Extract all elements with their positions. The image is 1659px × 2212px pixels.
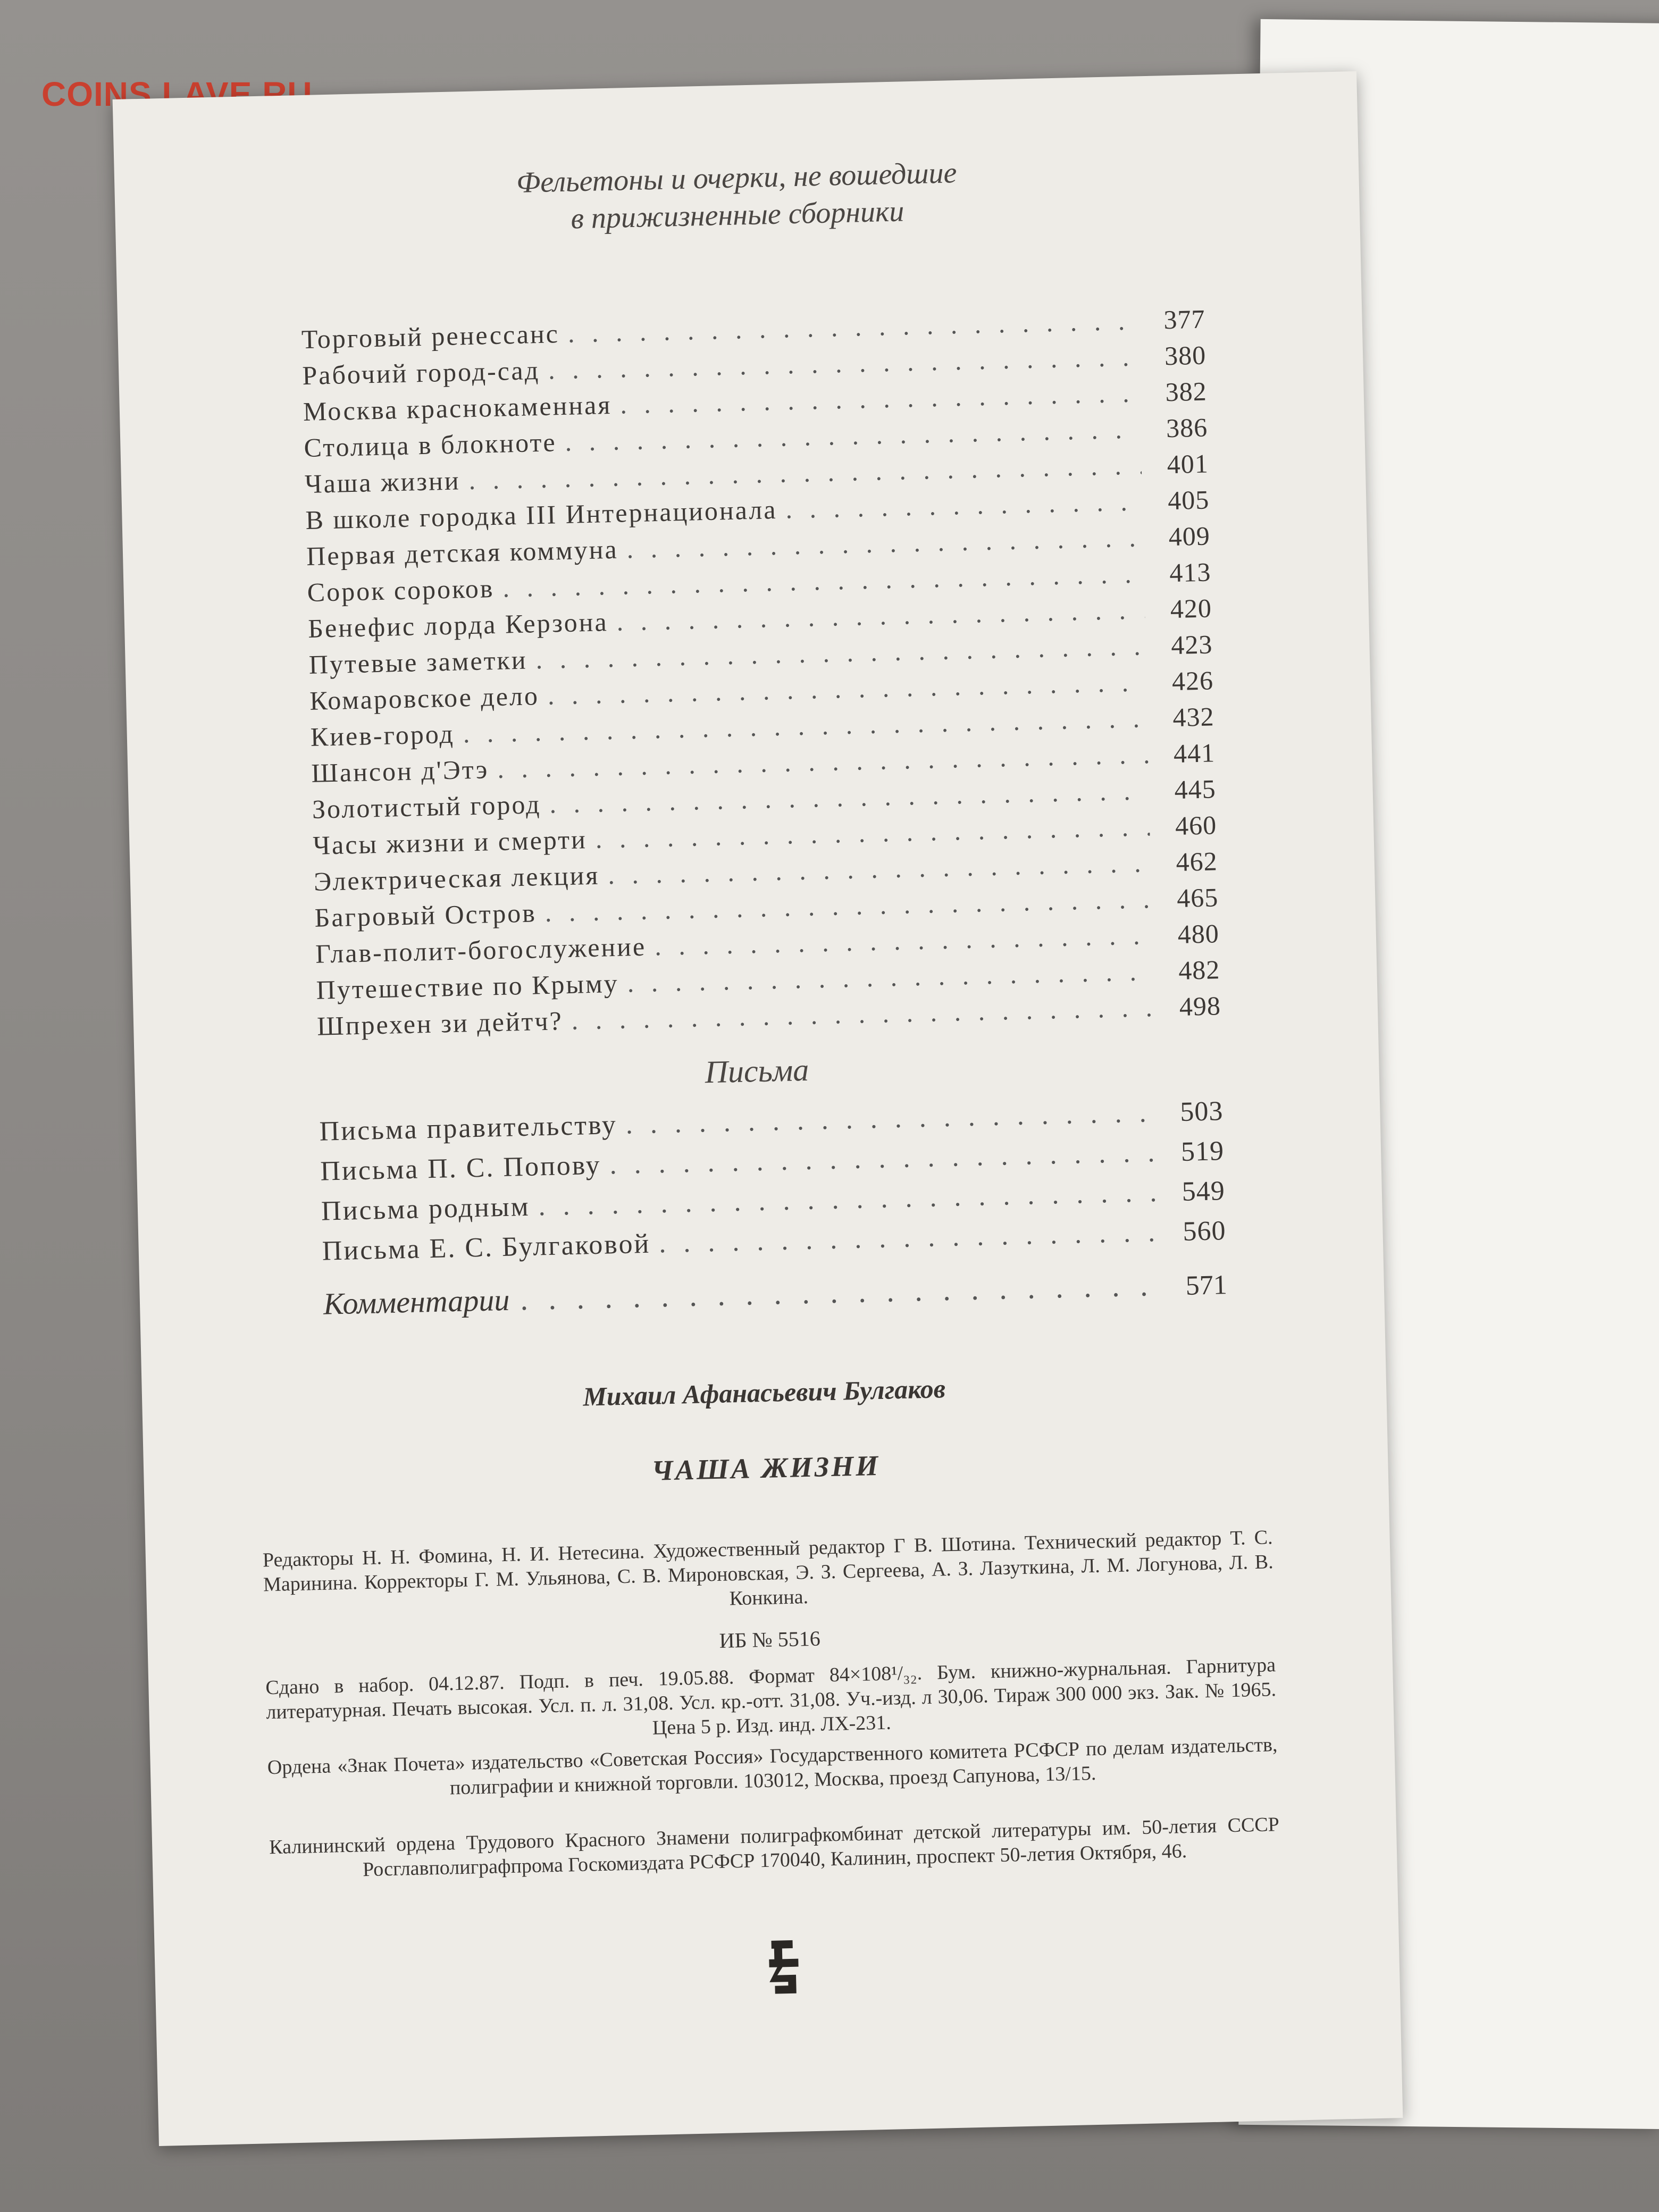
- leader-dots: [520, 1267, 1159, 1317]
- toc-item-title: Сорок сороков: [307, 573, 495, 607]
- toc-item-page: 426: [1171, 665, 1214, 697]
- toc-item-title: Первая детская коммуна: [306, 534, 619, 571]
- author-name: Михаил Афанасьевич Булгаков: [582, 1373, 946, 1412]
- toc-item-page: 482: [1178, 954, 1220, 985]
- toc-item-title: Часы жизни и смерти: [312, 824, 588, 860]
- book-page: [113, 71, 1403, 2146]
- toc-item-title: В школе городка III Интернационала: [305, 494, 778, 535]
- toc-item-page: 409: [1168, 521, 1211, 552]
- toc-item-page: 441: [1173, 738, 1216, 769]
- toc-item-page: 413: [1169, 557, 1211, 588]
- toc-item-title: Чаша жизни: [304, 465, 461, 499]
- toc-item-title: Письма Е. С. Булгаковой: [322, 1228, 651, 1267]
- section-title-line2: в прижизненные сборники: [570, 195, 904, 236]
- toc-item-title: Путешествие по Крыму: [316, 968, 619, 1005]
- toc-item-title: Золотистый город: [312, 789, 541, 824]
- toc-item-page: 423: [1170, 629, 1213, 660]
- toc-item-title: Багровый Остров: [314, 898, 537, 933]
- watermark: COINS.LAVE.RU: [41, 75, 313, 113]
- print-details: Сдано в набор. 04.12.87. Подп. в печ. 19.05.88. Формат 84×108¹/₃₂. Бум. книжно-журнальная. Гарнитура литературная. Печать высокая. Усл. п. л. 31,08. Усл. кр.-отт. 31,08. Уч.-изд. л 30,06. Тираж 300 000 экз. Зак. № 1965. Цена 5 р. Изд. инд. ЛХ-231.: [265, 1654, 1277, 1739]
- section-title-line1: Фельетоны и очерки, не вошедшие: [516, 156, 958, 199]
- toc-item-page: 549: [1182, 1176, 1226, 1207]
- toc-item-title: Шпрехен зи дейтч?: [316, 1006, 564, 1041]
- commentary-title: Комментарии: [323, 1282, 510, 1321]
- toc-item-page: 382: [1164, 376, 1208, 407]
- publisher-info: Ордена «Знак Почета» издательство «Советская Россия» Государственного комитета РСФСР по делам издательств, полиграфии и книжной торговли. 103012, Москва, проезд Сапунова, 13/15.: [267, 1733, 1278, 1799]
- toc-item-page: 498: [1179, 991, 1221, 1021]
- toc-item-title: Шансон д'Этэ: [311, 754, 489, 788]
- toc-item-page: 560: [1182, 1216, 1227, 1247]
- toc-item-title: Рабочий город-сад: [301, 355, 540, 391]
- section-title-letters: Письма: [704, 1052, 809, 1090]
- toc-item-page: 503: [1179, 1096, 1224, 1127]
- leader-dots: [625, 1097, 1157, 1141]
- leader-dots: [567, 305, 1138, 348]
- toc-feuilletons: [301, 304, 1221, 1047]
- toc-item-title: Письма родным: [321, 1191, 531, 1227]
- toc-item-title: Бенефис лорда Керзона: [307, 607, 609, 643]
- toc-item-title: Электрическая лекция: [313, 860, 600, 896]
- toc-item-title: Путевые заметки: [308, 644, 528, 680]
- toc-item-page: 460: [1175, 810, 1217, 841]
- toc-item-page: 445: [1174, 774, 1217, 805]
- publisher-logo-icon: [755, 1934, 815, 1999]
- toc-item-page: 380: [1164, 340, 1206, 371]
- toc-item-page: 465: [1176, 882, 1219, 914]
- toc-item-page: 401: [1167, 448, 1209, 480]
- toc-item-page: 519: [1180, 1136, 1225, 1167]
- toc-item-page: 420: [1170, 593, 1212, 624]
- toc-commentary: [323, 1266, 1227, 1322]
- toc-item-title: Глав-полит-богослужение: [315, 931, 647, 969]
- commentary-page: 571: [1185, 1270, 1228, 1301]
- toc-letters: [319, 1095, 1226, 1275]
- toc-item-title: Письма П. С. Попову: [320, 1150, 602, 1187]
- book-title: ЧАША ЖИЗНИ: [651, 1449, 881, 1487]
- toc-item-title: Столица в блокноте: [303, 427, 557, 463]
- printer-info: Калининский ордена Трудового Красного Знамени полиграфкомбинат детской литературы им. 50-летия СССР Росглавполиграфпрома Госкомиздата РСФСР 170040, Калинин, проспект 50-летия Октября, 46.: [269, 1813, 1280, 1881]
- toc-item-page: 432: [1172, 701, 1215, 733]
- toc-item-page: 405: [1167, 484, 1210, 516]
- toc-item-title: Комаровское дело: [309, 681, 540, 716]
- editorial-credits: Редакторы Н. Н. Фомина, Н. И. Нетесина. Художественный редактор Г В. Шотина. Технический редактор Т. С. Маринина. Корректоры Г. М. Ульянова, С. В. Мироновская, Э. З. Сергеева, А. З. Лазуткина, Л. М. Логунова, Л. В. Конкина.: [262, 1526, 1274, 1610]
- toc-item-title: Москва краснокаменная: [303, 389, 612, 427]
- toc-item-page: 386: [1166, 412, 1208, 443]
- ib-number: ИБ № 5516: [719, 1626, 821, 1653]
- toc-item-title: Письма правительству: [319, 1110, 618, 1147]
- toc-item-title: Киев-город: [310, 718, 455, 752]
- toc-item-page: 480: [1177, 918, 1220, 949]
- toc-item-page: 462: [1176, 846, 1218, 877]
- toc-item-page: 377: [1163, 304, 1206, 335]
- toc-item-title: Торговый ренессанс: [301, 319, 560, 355]
